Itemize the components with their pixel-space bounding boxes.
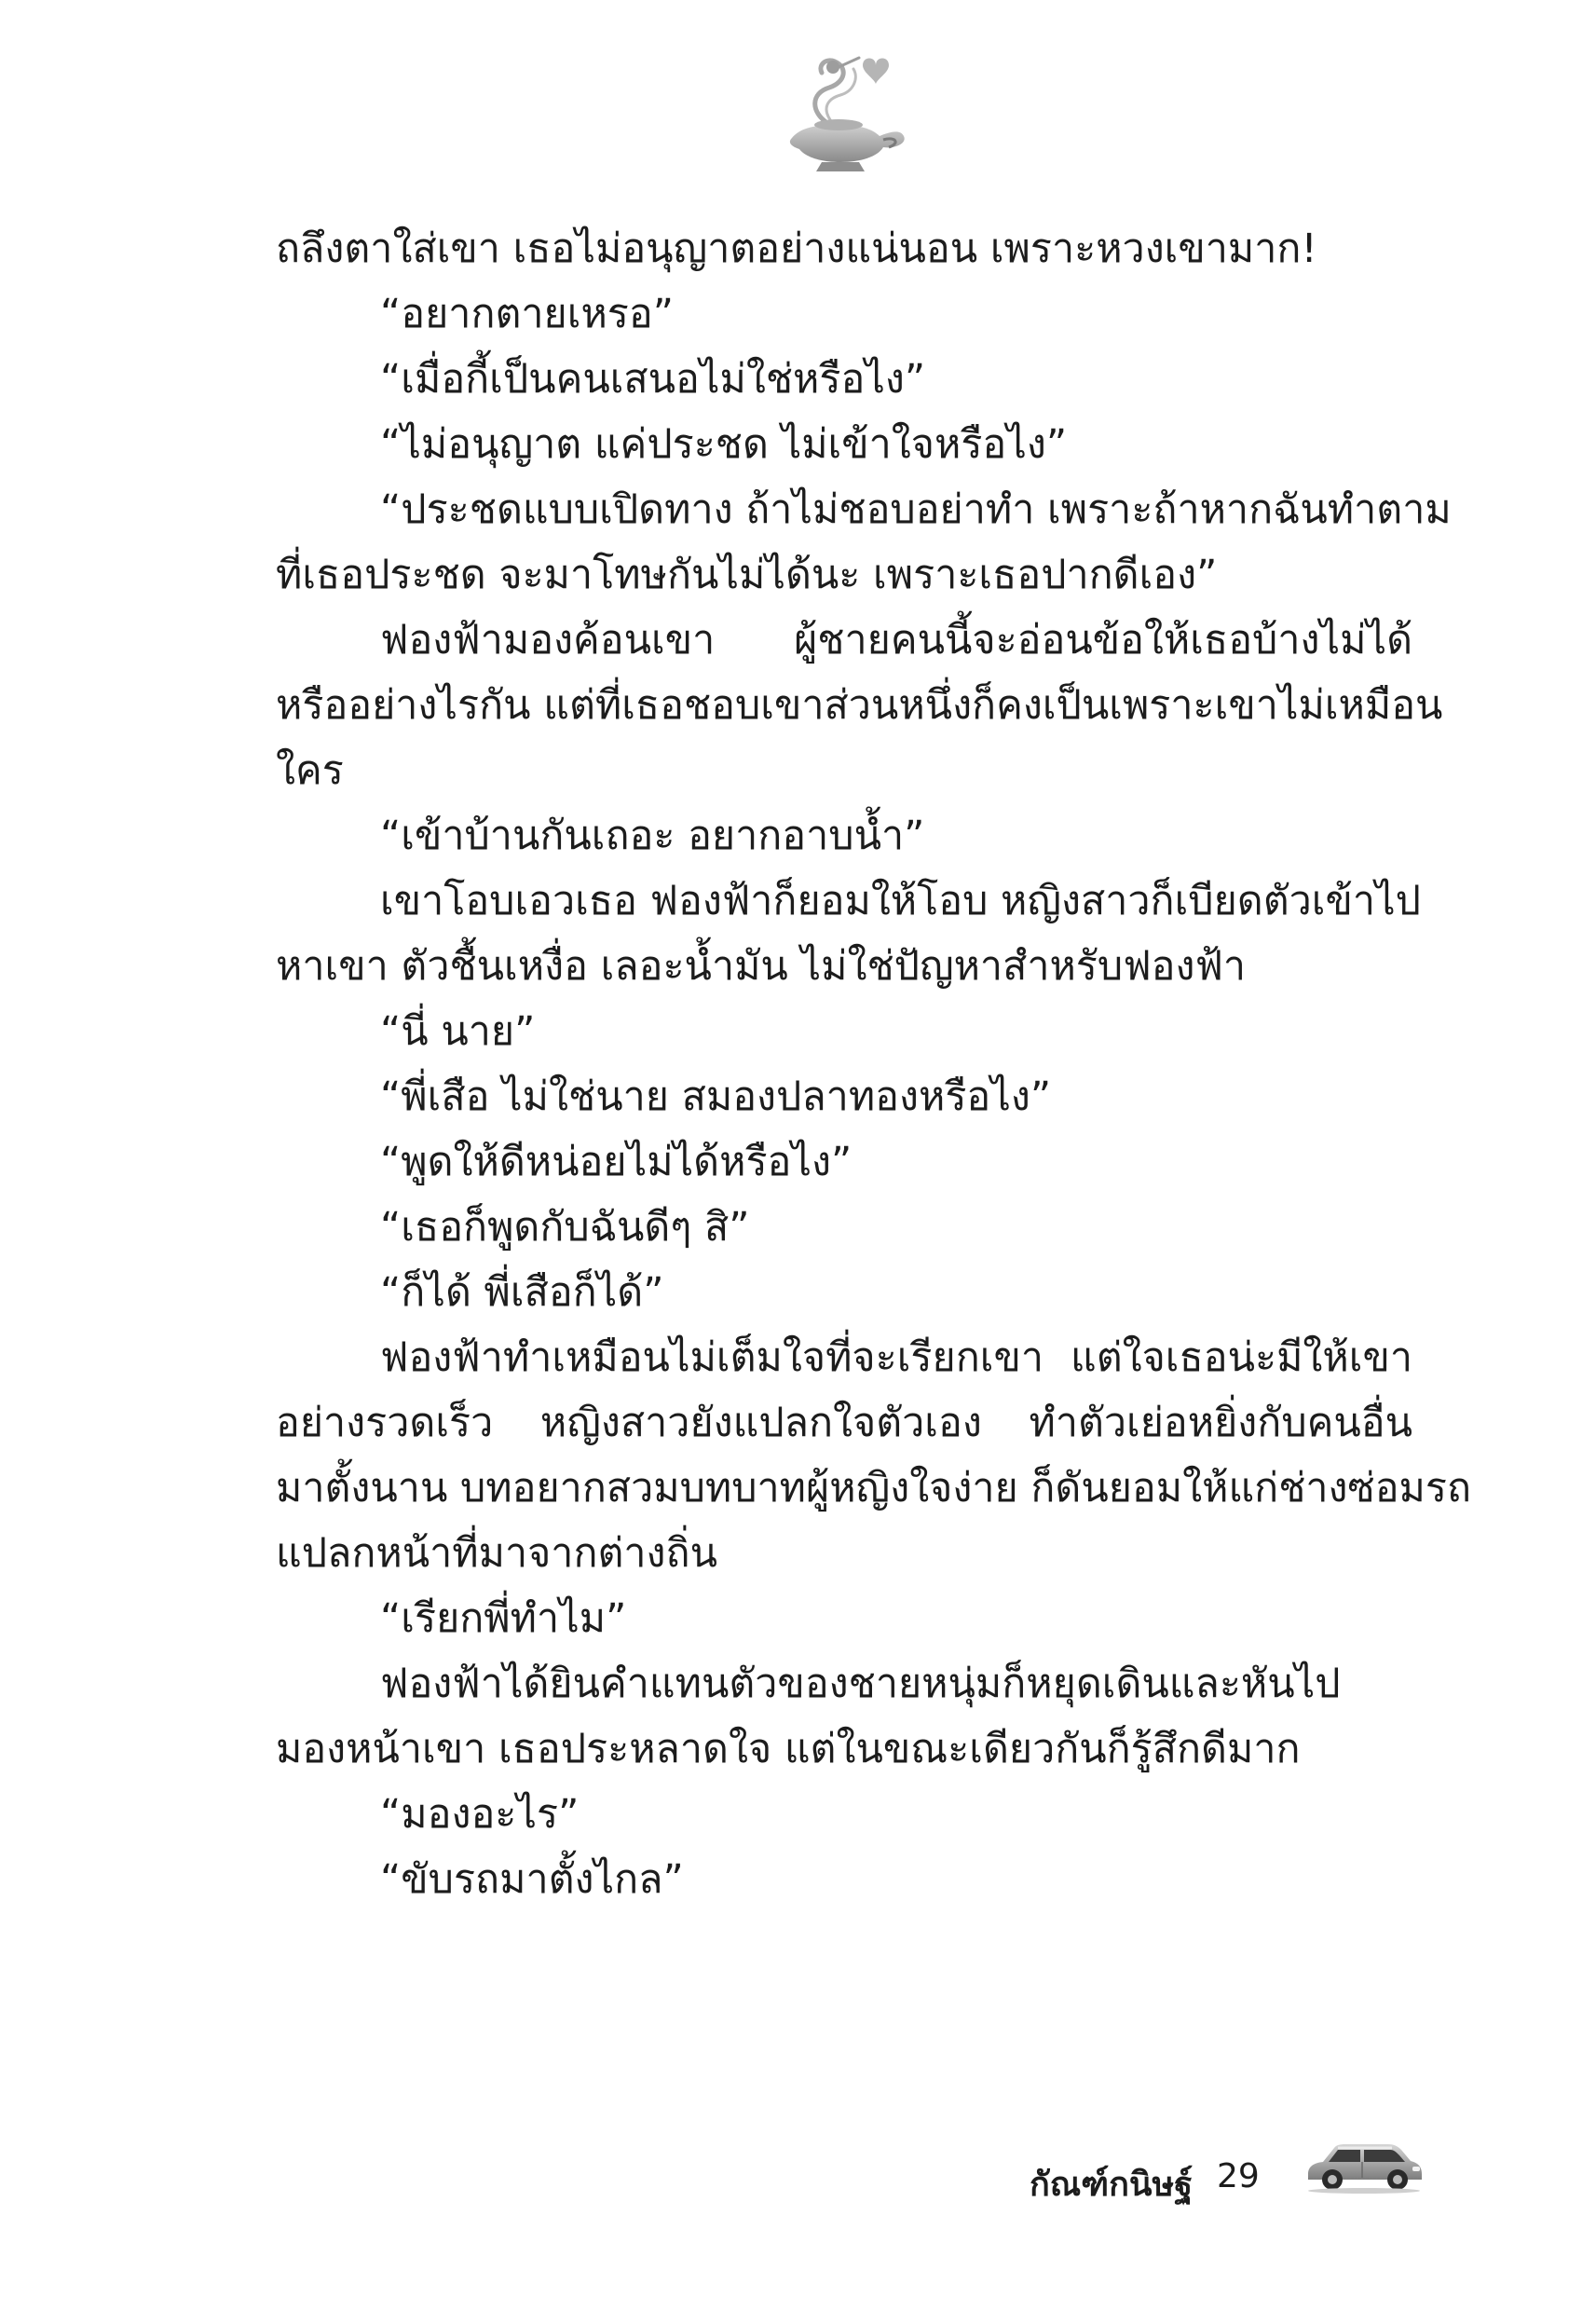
text-line: “มองอะไร” [380, 1791, 580, 1838]
text-line: “พี่เสือ ไม่ใช่นาย สมองปลาทองหรือไง” [380, 1073, 1052, 1120]
author-name: กัณฑ์กนิษฐ์ [1030, 2166, 1194, 2204]
text-line: ใคร [276, 747, 344, 794]
text-line: ฟองฟ้าได้ยินคำแทนตัวของชายหนุ่มก็หยุดเดินและหันไป [380, 1661, 1341, 1707]
text-line: “อยากตายเหรอ” [380, 291, 674, 337]
text-line: แปลกหน้าที่มาจากต่างถิ่น [276, 1530, 717, 1577]
text-line: “ไม่อนุญาต แค่ประชด ไม่เข้าใจหรือไง” [380, 421, 1068, 468]
text-line: “เรียกพี่ทำไม” [380, 1595, 627, 1642]
text-line: “เธอก็พูดกับฉันดีๆ สิ” [380, 1204, 750, 1251]
text-line: หรืออย่างไรกัน แต่ที่เธอชอบเขาส่วนหนึ่งก็คงเป็นเพราะเขาไม่เหมือน [276, 682, 1443, 729]
text-line: “ประชดแบบเปิดทาง ถ้าไม่ชอบอย่าทำ เพราะถ้าหากฉันทำตาม [380, 486, 1452, 533]
text-line: “พูดให้ดีหน่อยไม่ได้หรือไง” [380, 1139, 853, 1185]
text-line: ฟองฟ้าทำเหมือนไม่เต็มใจที่จะเรียกเขา แต่ใจเธอน่ะมีให้เขา [380, 1334, 1412, 1381]
text-line: มองหน้าเขา เธอประหลาดใจ แต่ในขณะเดียวกันก็รู้สึกดีมาก [276, 1726, 1301, 1772]
text-line: เขาโอบเอวเธอ ฟองฟ้าก็ยอมให้โอบ หญิงสาวก็เบียดตัวเข้าไป [380, 878, 1421, 924]
car-icon [1303, 2137, 1425, 2195]
text-line: ที่เธอประชด จะมาโทษกันไม่ได้นะ เพราะเธอปากดีเอง” [276, 552, 1218, 598]
text-line: “ขับรถมาตั้งไกล” [380, 1856, 684, 1903]
text-line: หาเขา ตัวชื้นเหงื่อ เลอะน้ำมัน ไม่ใช่ปัญหาสำหรับฟองฟ้า [276, 943, 1247, 990]
body-text [276, 216, 1472, 1912]
text-line: “ก็ได้ พี่เสือก็ได้” [380, 1269, 664, 1316]
text-line: มาตั้งนาน บทอยากสวมบทบาทผู้หญิงใจง่าย ก็ดันยอมให้แก่ช่างซ่อมรถ [276, 1465, 1472, 1511]
text-line: “เมื่อกี้เป็นคนเสนอไม่ใช่หรือไง” [380, 356, 926, 403]
text-line: ฟองฟ้ามองค้อนเขา ผู้ชายคนนี้จะอ่อนข้อให้เธอบ้างไม่ได้ [380, 617, 1412, 663]
text-line: “นี่ นาย” [380, 1008, 536, 1055]
genie-lamp-ornament-icon [773, 47, 913, 177]
page-number: 29 [1217, 2157, 1260, 2195]
text-line: อย่างรวดเร็ว หญิงสาวยังแปลกใจตัวเอง ทำตัวเย่อหยิ่งกับคนอื่น [276, 1400, 1412, 1446]
text-line: ถลึงตาใส่เขา เธอไม่อนุญาตอย่างแน่นอน เพราะหวงเขามาก! [276, 226, 1317, 272]
text-line: “เข้าบ้านกันเถอะ อยากอาบน้ำ” [380, 813, 925, 859]
